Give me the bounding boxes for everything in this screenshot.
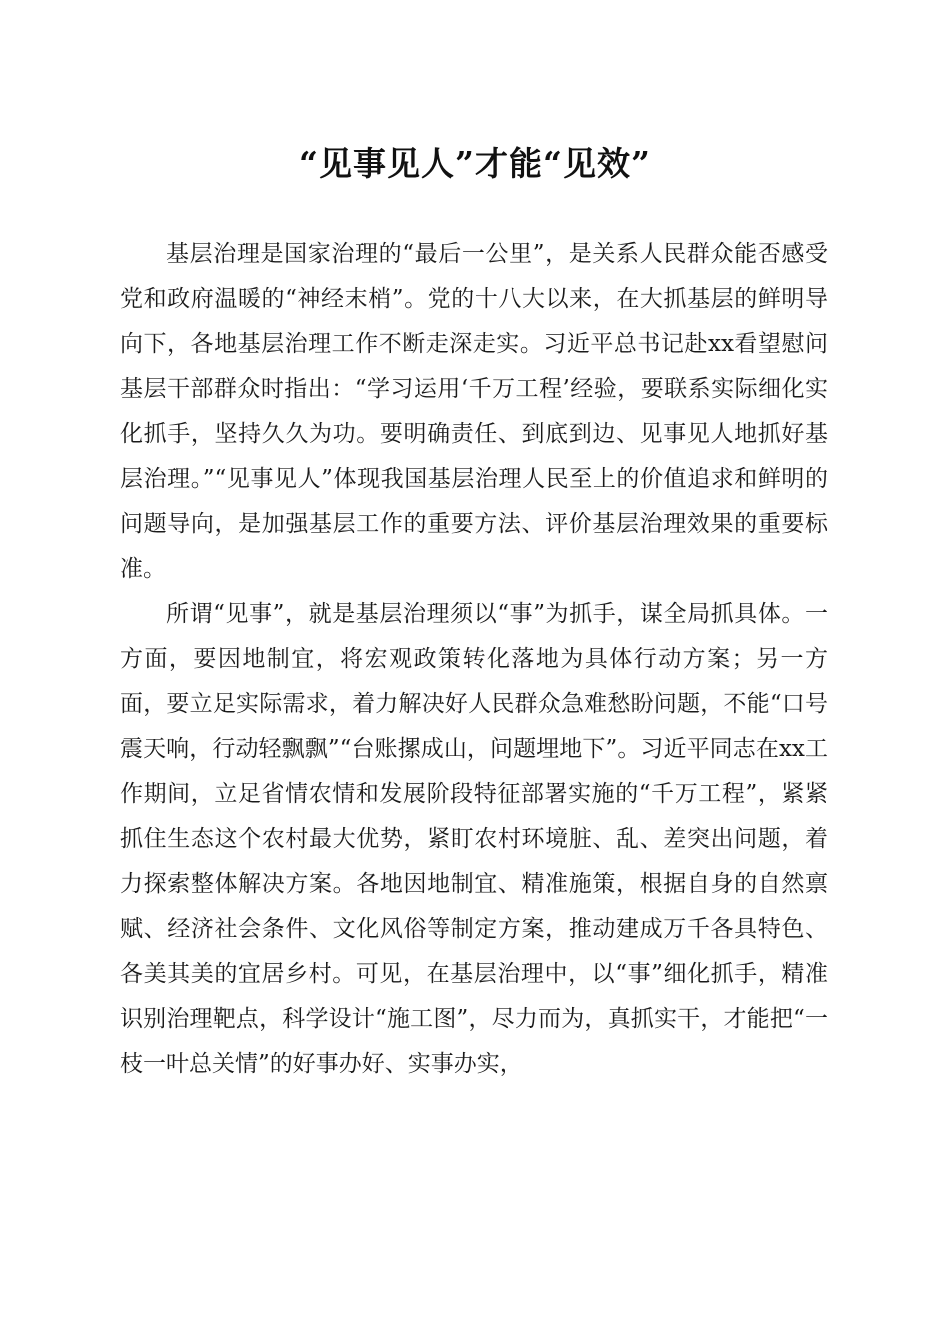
document-title: “见事见人”才能“见效” bbox=[299, 144, 651, 183]
document-body bbox=[120, 232, 828, 1087]
paragraph-2: 所谓“见事”，就是基层治理须以“事”为抓手，谋全局抓具体。一方面，要因地制宜，将宏观政策转化落地为具体行动方案；另一方面，要立足实际需求，着力解决好人民群众急难愁盼问题，不能“口号震天响，行动轻飘飘”“台账摞成山，问题埋地下”。习近平同志在xx工作期间，立足省情农情和发展阶段特征部署实施的“千万工程”，紧紧抓住生态这个农村最大优势，紧盯农村环境脏、乱、差突出问题，着力探索整体解决方案。各地因地制宜、精准施策，根据自身的自然禀赋、经济社会条件、文化风俗等制定方案，推动建成万千各具特色、各美其美的宜居乡村。可见，在基层治理中，以“事”细化抓手，精准识别治理靶点，科学设计“施工图”，尽力而为，真抓实干，才能把“一枝一叶总关情”的好事办好、实事办实， bbox=[120, 601, 828, 1077]
paragraph-1: 基层治理是国家治理的“最后一公里”，是关系人民群众能否感受党和政府温暖的“神经末梢”。党的十八大以来，在大抓基层的鲜明导向下，各地基层治理工作不断走深走实。习近平总书记赴xx看望慰问基层干部群众时指出：“学习运用‘千万工程’经验，要联系实际细化实化抓手，坚持久久为功。要明确责任、到底到边、见事见人地抓好基层治理。”“见事见人”体现我国基层治理人民至上的价值追求和鲜明的问题导向，是加强基层工作的重要方法、评价基层治理效果的重要标准。 bbox=[120, 241, 828, 582]
